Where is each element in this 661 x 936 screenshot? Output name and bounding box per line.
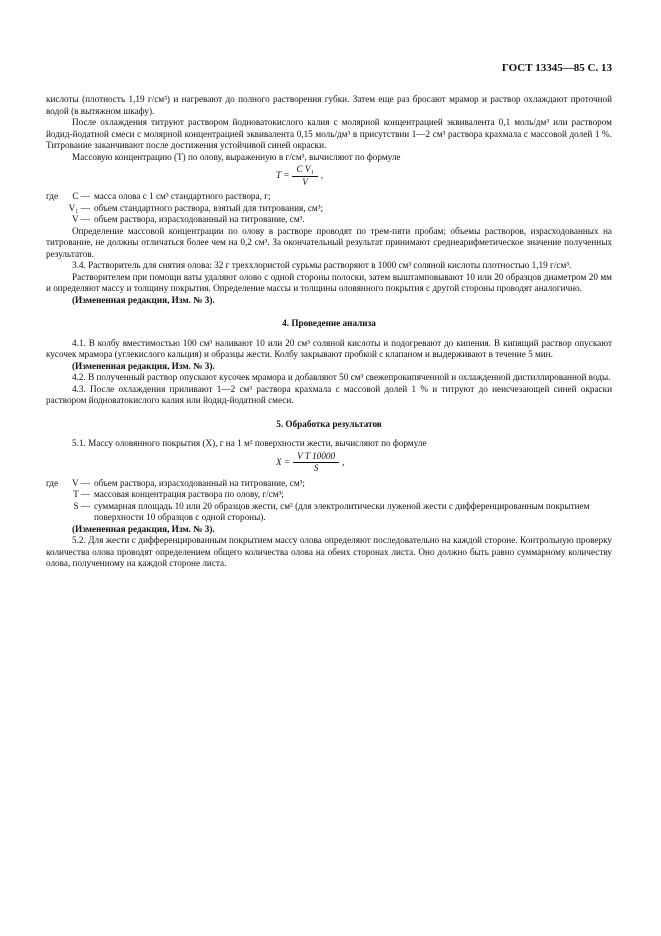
legend-x xyxy=(46,478,612,524)
paragraph-continuation: кислоты (плотность 1,19 г/см³) и нагревают до полного растворения губки. Затем еще раз бросают мрамор и раствор охлаждают проточной водой (в вытяжном шкафу). xyxy=(46,94,612,116)
formula-t-numerator: C V₁ xyxy=(292,164,317,177)
paragraph-solvent: 3.4. Растворитель для снятия олова: 32 г треххлористой сурьмы растворяют в 1000 см³ соляной кислоты плотностью 1,19 г/см³. xyxy=(72,260,572,270)
paragraph-4-1: 4.1. В колбу вместимостью 100 см³ наливают 10 или 20 см³ соляной кислоты и подогревают до кипения. В кипящий раствор опускают кусочек мрамора (углекислого кальция) и образцы жести. Колбу закрывают пробкой с клапаном и выдерживают в течение 5 мин. xyxy=(46,337,612,359)
legend-item xyxy=(46,501,612,524)
legend-t xyxy=(46,191,612,226)
paragraph-determination: Определение массовой концентрации по олову в растворе проводят по трем-пяти пробам; объемы растворов, израсходованных на титрование, не должны отличаться более чем на 0,2 см³. За окончательный результат принимают среднеарифметическое значение полученных результатов. xyxy=(46,225,612,259)
formula-x-denominator: S xyxy=(313,463,319,473)
paragraph-5-1: 5.1. Массу оловянного покрытия (X), г на 1 м² поверхности жести, вычисляют по формуле xyxy=(72,438,427,448)
formula-t xyxy=(276,164,612,188)
legend-symbol: V₁ — xyxy=(68,202,90,213)
paragraph-samples: Растворителем при помощи ваты удаляют олово с одной стороны полоски, затем выштамповывают 10 или 20 образцов диаметром 20 мм и определяют массу и толщину покрытия. Определение массы и толщины оловянного покрытия с другой стороны проводят аналогично. xyxy=(46,271,612,293)
legend-symbol: S — xyxy=(73,500,90,511)
formula-t-tail: , xyxy=(320,170,323,181)
legend-text: массовая концентрация раствора по олову, г/см³; xyxy=(94,489,284,499)
legend-lead xyxy=(46,501,62,524)
legend-symbol: C — xyxy=(72,191,90,201)
legend-text: суммарная площадь 10 или 20 образцов жести, см² (для электролитически луженой жести с дифференцированным покрытием поверхности 10 образцов с одной стороны). xyxy=(94,500,590,522)
revision-note: (Измененная редакция, Изм. № 3). xyxy=(72,360,215,371)
legend-symbol: V — xyxy=(72,214,90,224)
legend-item xyxy=(46,489,612,501)
formula-t-denominator: V xyxy=(302,176,308,187)
legend-item xyxy=(46,203,612,215)
paragraph-titration: После охлаждения титруют раствором йодноватокислого калия с молярной концентрацией эквивалента 0,1 моль/дм³ или раствором йодид-йодатной смеси с молярной концентрацией эквивалента 0,15 моль/дм³ в присутствии 1—2 см³ раствора крахмала с массовой долей 1 %. Титрование заканчивают после достижения устойчивой синей окраски. xyxy=(46,117,612,150)
legend-item xyxy=(46,478,612,490)
paragraph-4-3: 4.3. После охлаждения приливают 1—2 см³ раствора крахмала с массовой долей 1 % и титруют до неисчезающей синей окраски раствором йодноватокислого калия или йодид-йодатной смеси. xyxy=(46,383,612,405)
legend-lead: где xyxy=(46,477,59,488)
formula-x-fraction xyxy=(293,451,339,475)
formula-x-tail: , xyxy=(342,456,345,467)
paragraph-mass-concentration: Массовую концентрацию (T) по олову, выраженную в г/см³, вычисляют по формуле xyxy=(72,151,401,162)
formula-t-lhs: T = xyxy=(276,170,290,181)
formula-x-lhs: X = xyxy=(276,456,291,467)
legend-lead xyxy=(46,203,62,215)
paragraph-5-2: 5.2. Для жести с дифференцированным покрытием массу олова определяют последовательно на каждой стороне. Контрольную проверку количества олова проводят определением общего количества олова на обеих сторонах листа. Оно должно быть равно суммарному количеству олова, полученному на каждой стороне листа. xyxy=(46,535,612,568)
legend-text: объем стандартного раствора, взятый для титрования, см³; xyxy=(94,202,324,213)
revision-note: (Измененная редакция, Изм. № 3). xyxy=(72,523,215,534)
revision-note: (Измененная редакция, Изм. № 3). xyxy=(72,294,215,305)
page-header: ГОСТ 13345—85 С. 13 xyxy=(501,62,612,74)
legend-item xyxy=(46,191,612,203)
legend-lead xyxy=(46,214,62,226)
formula-x-numerator: V T 10000 xyxy=(293,451,339,464)
legend-symbol: T — xyxy=(73,489,90,499)
legend-text: масса олова с 1 см³ стандартного раствора, г; xyxy=(94,191,271,201)
formula-t-fraction xyxy=(292,164,317,188)
page-body xyxy=(46,94,612,570)
paragraph-4-2: 4.2. В полученный раствор опускают кусочек мрамора и добавляют 50 см³ свежепрокипяченной и охлажденной дистиллированной воды. xyxy=(72,372,611,382)
section-heading-4: 4. Проведение анализа xyxy=(282,318,376,328)
legend-lead xyxy=(46,489,62,501)
formula-x xyxy=(276,451,612,475)
legend-text: объем раствора, израсходованный на титрование, см³. xyxy=(94,214,305,224)
legend-text: объем раствора, израсходованный на титрование, см³; xyxy=(94,477,305,488)
legend-item xyxy=(46,214,612,226)
section-heading-5: 5. Обработка результатов xyxy=(276,418,382,429)
legend-symbol: V — xyxy=(72,477,90,488)
legend-lead: где xyxy=(46,191,59,201)
